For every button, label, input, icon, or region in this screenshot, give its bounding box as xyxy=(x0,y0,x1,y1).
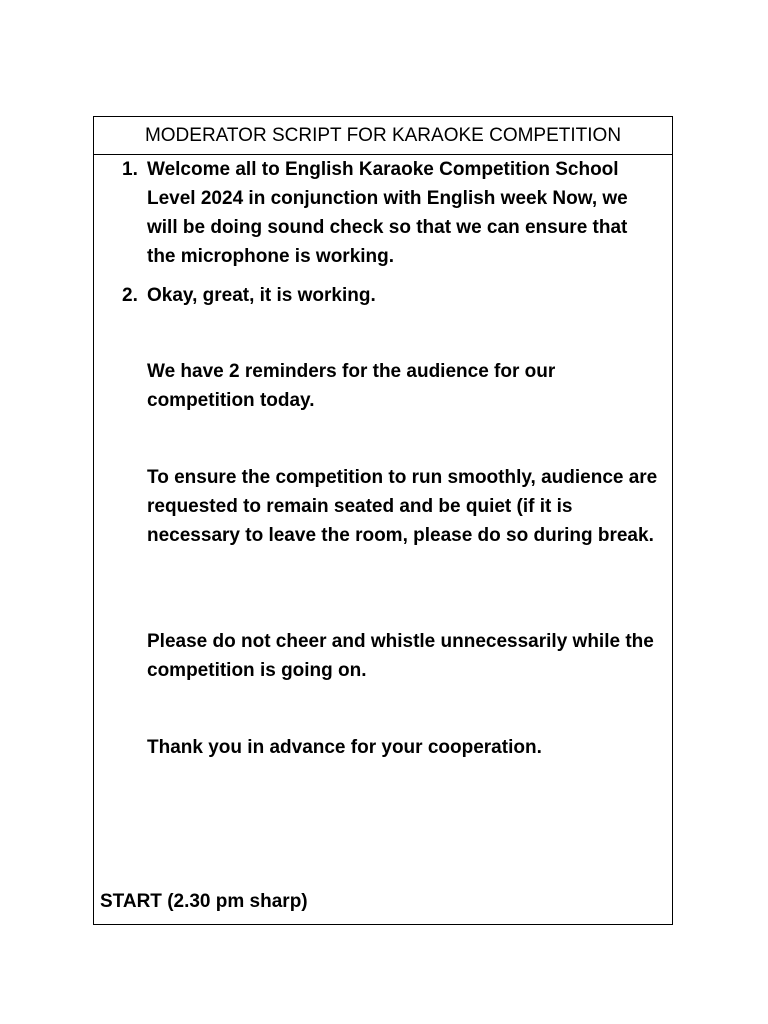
start-time-line: START (2.30 pm sharp) xyxy=(100,891,308,912)
script-body xyxy=(94,155,672,925)
script-title: MODERATOR SCRIPT FOR KARAOKE COMPETITION xyxy=(94,117,672,155)
paragraph-remain-seated: To ensure the competition to run smoothly, audience are requested to remain seated and be quiet (if it is necessary to leave the room, please do so during break. xyxy=(147,467,658,546)
list-item-number: 2. xyxy=(122,285,138,306)
moderator-script-table xyxy=(93,116,673,925)
list-item-text: Welcome all to English Karaoke Competition School Level 2024 in conjunction with English week Now, we will be doing sound check so that we can ensure that the microphone is working. xyxy=(147,159,628,267)
list-item-welcome xyxy=(122,155,642,271)
paragraph-no-cheering: Please do not cheer and whistle unnecessarily while the competition is going on. xyxy=(147,631,654,681)
list-item-number: 1. xyxy=(122,159,138,180)
list-item-text: Okay, great, it is working. xyxy=(147,285,376,306)
paragraph-reminders-intro: We have 2 reminders for the audience for our competition today. xyxy=(147,361,556,411)
paragraph-thank-you: Thank you in advance for your cooperation. xyxy=(147,737,542,758)
list-item-sound-check-ok xyxy=(122,281,642,310)
